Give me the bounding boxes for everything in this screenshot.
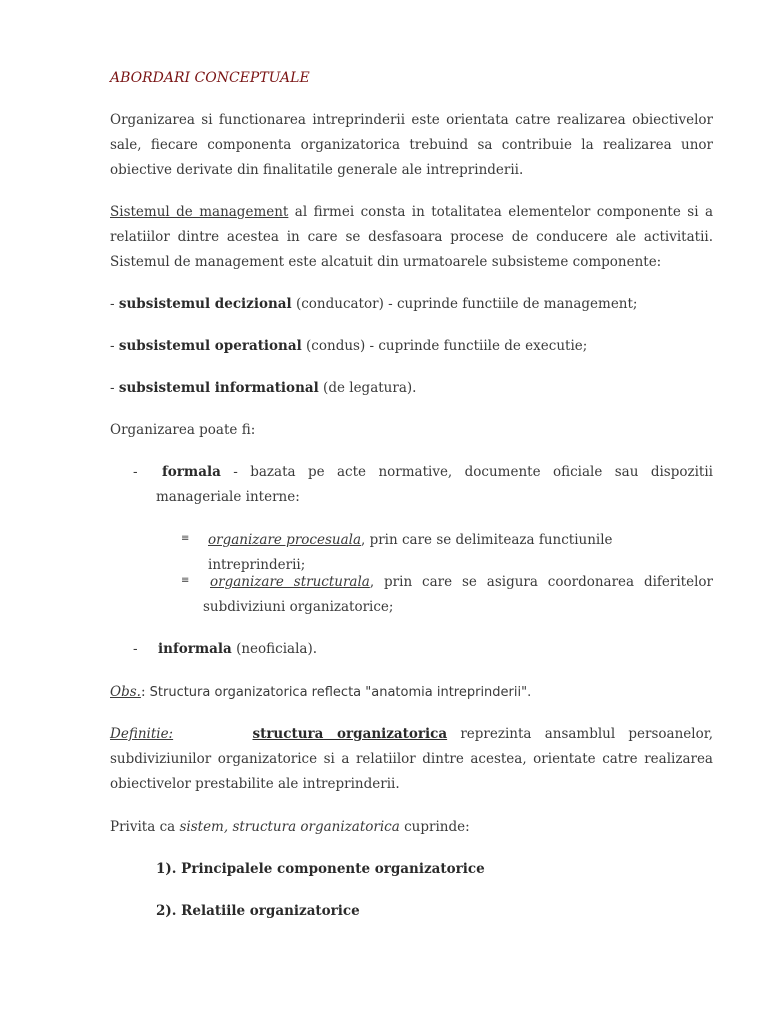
definition-text: reprezinta ansamblul persoanelor, subdiviziunilor organizatorice si a relatiilor dintre acestea, orientate catre realizarea obiectivelor prestabilite ale intreprinderii. [110, 726, 713, 792]
informal-organization-item [158, 637, 713, 662]
subsystem-description: (condus) - cuprinde functiile de executie; [301, 338, 588, 354]
subsystem-name: subsistemul informational [118, 380, 319, 396]
system-intro-tail: cuprinde: [399, 819, 470, 835]
subsystem-item [110, 292, 713, 317]
list-dash: - [133, 464, 138, 480]
organization-type-term: organizare procesuala [208, 532, 361, 548]
subsystem-item [110, 376, 713, 401]
definition-label: Definitie: [110, 726, 174, 742]
component-heading [156, 857, 713, 882]
management-system-paragraph [110, 200, 713, 275]
subsystem-dash: - [110, 338, 119, 354]
organization-intro: Organizarea poate fi: [110, 422, 256, 438]
formal-organization-item [156, 460, 713, 510]
observation-text: Structura organizatorica reflecta "anatomia intreprinderii". [145, 685, 532, 700]
organization-type-term: organizare structurala [210, 574, 370, 590]
formal-term: formala [162, 464, 221, 480]
subsystem-dash: - [110, 380, 119, 396]
formal-description: - bazata pe acte normative, documente oficiale sau dispozitii manageriale interne: [156, 464, 713, 505]
intro-paragraph: Organizarea si functionarea intreprinderii este orientata catre realizarea obiectivelor sale, fiecare componenta organizatorica trebuind sa contribuie la realizarea unor obiective derivate din finalitatile generale ale intreprinderii. [110, 112, 713, 178]
component-label: 2). Relatiile organizatorice [156, 903, 360, 919]
system-intro-emphasis: sistem, structura organizatorica [179, 819, 400, 835]
subsystem-item [110, 334, 713, 359]
observation-paragraph [110, 680, 713, 705]
organization-type-item [203, 570, 713, 620]
subsystem-name: subsistemul operational [118, 338, 302, 354]
component-label: 1). Principalele componente organizatorice [156, 861, 485, 877]
list-dash: - [133, 641, 138, 657]
management-system-text: al firmei consta in totalitatea elementelor componente si a relatiilor dintre acestea in care se desfasoara procese de conducere ale activitatii. Sistemul de management este alcatuit din urmatoarele subsisteme componente: [110, 204, 714, 270]
organization-type-description: , prin care se delimiteaza functiunile intreprinderii; [208, 532, 613, 573]
subsystem-description: (de legatura). [318, 380, 417, 396]
observation-separator: : [140, 684, 146, 700]
subsystem-description: (conducator) - cuprinde functiile de management; [291, 296, 638, 312]
sub-bullet-icon: ≡ [181, 575, 190, 586]
informal-term: informala [158, 641, 232, 657]
sub-bullet-icon: ≡ [181, 533, 190, 544]
system-intro-paragraph [110, 815, 713, 840]
definition-paragraph [110, 722, 713, 797]
informal-description: (neoficiala). [231, 641, 318, 657]
component-heading [156, 899, 713, 924]
organization-type-description: , prin care se asigura coordonarea diferitelor subdiviziuni organizatorice; [203, 574, 713, 615]
management-system-term: Sistemul de management [110, 204, 289, 220]
definition-term: structura organizatorica [252, 726, 448, 742]
subsystem-dash: - [110, 296, 119, 312]
page-title: ABORDARI CONCEPTUALE [110, 70, 310, 86]
subsystem-name: subsistemul decizional [118, 296, 292, 312]
system-intro-text: Privita ca [110, 819, 180, 835]
observation-label: Obs. [110, 684, 141, 700]
